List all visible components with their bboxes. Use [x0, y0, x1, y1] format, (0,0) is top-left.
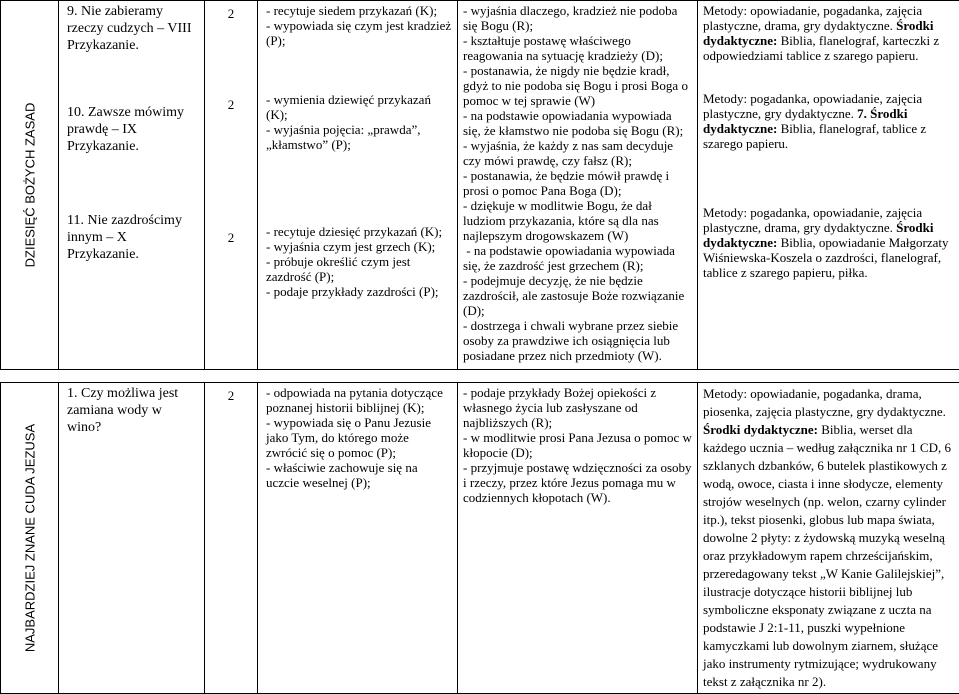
hours-11: 2 — [210, 230, 252, 245]
topics-cell — [59, 1, 205, 370]
methods-9-srodki-label: Środki dydaktyczne: — [703, 18, 933, 48]
methods-9-metody: Metody: opowiadanie, pogadanka, zajęcia plastyczne, drama, gry dydaktyczne. — [703, 3, 922, 33]
requirements-9: - recytuje siedem przykazań (K); - wypowiada się czym jest kradzież (P); — [266, 3, 452, 48]
methods-11-srodki: Biblia, opowiadanie Małgorzaty Wiśniewska-Koszela o zazdrości, flanelograf, tablice z szarego papieru, piłka. — [703, 235, 949, 280]
methods-9 — [703, 3, 954, 63]
requirements-1: - odpowiada na pytania dotyczące poznanej historii biblijnej (K); - wypowiada się o Panu Jezusie jako Tym, do którego może zwrócić się o pomoc (P); - właściwie zachowuje się na uczcie weselnej (P); — [266, 385, 452, 490]
methods-cell — [698, 383, 959, 694]
topic-9: 9. Nie zabieramy rzeczy cudzych – VIII Przykazanie. — [67, 3, 199, 54]
goals-text: - wyjaśnia dlaczego, kradzież nie podoba się Bogu (R); - kształtuje postawę właściwego reagowania na sytuację kradzieży (D); - postanawia, że nigdy nie będzie kradł, gdyż to nie podoba się Bogu i prosi Boga o pomoc w tej sprawie (W) - na podstawie opowiadania wypowiada się, że kłamstwo nie podoba się Bogu (R); - wyjaśnia, że każdy z nas sam decyduje czy mówi prawdę, czy fałsz (R); - postanawia, że będzie mówił prawdę i prosi o pomoc Pana Boga (D); - dziękuje w modlitwie Bogu, że dał ludziom przykazania, które są dla nas najlepszym drogowskazem (W) - na podstawie opowiadania wypowiada się, że zazdrość jest grzechem (R); - podejmuje decyzję, że nie będzie zazdrościł, ale zastosuje Boże rozwiązanie (D); - dostrzega i chwali wybrane przez siebie osoby za prawdziwe ich osiągnięcia lub posiadane przez nich przedmioty (W). — [463, 3, 692, 363]
methods-cell — [698, 1, 959, 370]
curriculum-table-2 — [0, 382, 959, 694]
methods-9-srodki: Biblia, flanelograf, karteczki z odpowiedziami tablice z szarego papieru. — [703, 33, 939, 63]
methods-11-metody: Metody: pogadanka, opowiadanie, zajęcia plastyczne, drama, gry dydaktyczne. — [703, 205, 922, 235]
methods-1-metody: Metody: opowiadanie, pogadanka, drama, piosenka, zajęcia plastyczne, gry dydaktyczne. — [703, 386, 946, 419]
hours-10: 2 — [210, 97, 252, 112]
methods-11-srodki-label: Środki dydaktyczne: — [703, 220, 933, 250]
section-label: NAJBARDZIEJ ZNANE CUDA JEZUSA — [22, 424, 37, 652]
methods-10-srodki-label: 7. Środki dydaktyczne: — [703, 106, 907, 136]
section-label-cell — [1, 383, 59, 694]
requirements-10: - wymienia dziewięć przykazań (K); - wyjaśnia pojęcia: „prawda”, „kłamstwo” (P); — [266, 92, 452, 152]
topic-1: 1. Czy możliwa jest zamiana wody w wino? — [67, 385, 199, 436]
methods-1-srodki-label: Środki dydaktyczne: — [703, 422, 818, 437]
section-label: DZIESIĘĆ BOŻYCH ZASAD — [22, 103, 37, 268]
requirements-11: - recytuje dziesięć przykazań (K); - wyjaśnia czym jest grzech (K); - próbuje określić czym jest zazdrość (P); - podaje przykłady zazdrości (P); — [266, 224, 452, 299]
methods-10-metody: Metody: pogadanka, opowiadanie, zajęcia plastyczne, gry dydaktyczne. — [703, 91, 922, 121]
topic-10: 10. Zawsze mówimy prawdę – IX Przykazanie. — [67, 104, 199, 155]
hours-1: 2 — [210, 388, 252, 403]
hours-cell — [205, 383, 258, 694]
requirements-cell — [258, 383, 458, 694]
topics-cell — [59, 383, 205, 694]
methods-10-srodki: Biblia, flanelograf, tablice z szarego papieru. — [703, 121, 926, 151]
hours-9: 2 — [210, 6, 252, 21]
goals-text: - podaje przykłady Bożej opiekości z własnego życia lub zasłyszane od najbliższych (R); - w modlitwie prosi Pana Jezusa o pomoc w kłopocie (D); - przyjmuje postawę wdzięczności za osoby i rzeczy, przez które Jezus pomaga mu w codziennych kłopotach (W). — [463, 385, 692, 505]
goals-cell — [458, 383, 698, 694]
hours-cell — [205, 1, 258, 370]
requirements-cell — [258, 1, 458, 370]
methods-10 — [703, 91, 954, 151]
methods-11 — [703, 205, 954, 280]
section-label-cell — [1, 1, 59, 370]
methods-1-srodki: Biblia, werset dla każdego ucznia – według załącznika nr 1 CD, 6 szklanych dzbanków, 6 butelek plastikowych z wodą, owoce, ciasta i inne słodycze, elementy strojów weselnych (np. welon, czarny cylinder itp.), tekst piosenki, globus lub mapa świata, dowolne 2 płyty: z żydowską muzyką weselną oraz przykładowym rapem chrześcijańskim, przeredagowany tekst „W Kanie Galilejskiej”, ilustracje dotyczące historii biblijnej lub symboliczne eksponaty związane z uczta na podstawie J 2:1-11, puszki wypełnione kamyczkami lub dowolnym ziarnem, służące jako instrumenty rytmizujące; wydrukowany tekst z załącznika nr 2). — [703, 422, 951, 689]
goals-cell — [458, 1, 698, 370]
topic-11: 11. Nie zazdrościmy innym – X Przykazanie. — [67, 212, 199, 263]
